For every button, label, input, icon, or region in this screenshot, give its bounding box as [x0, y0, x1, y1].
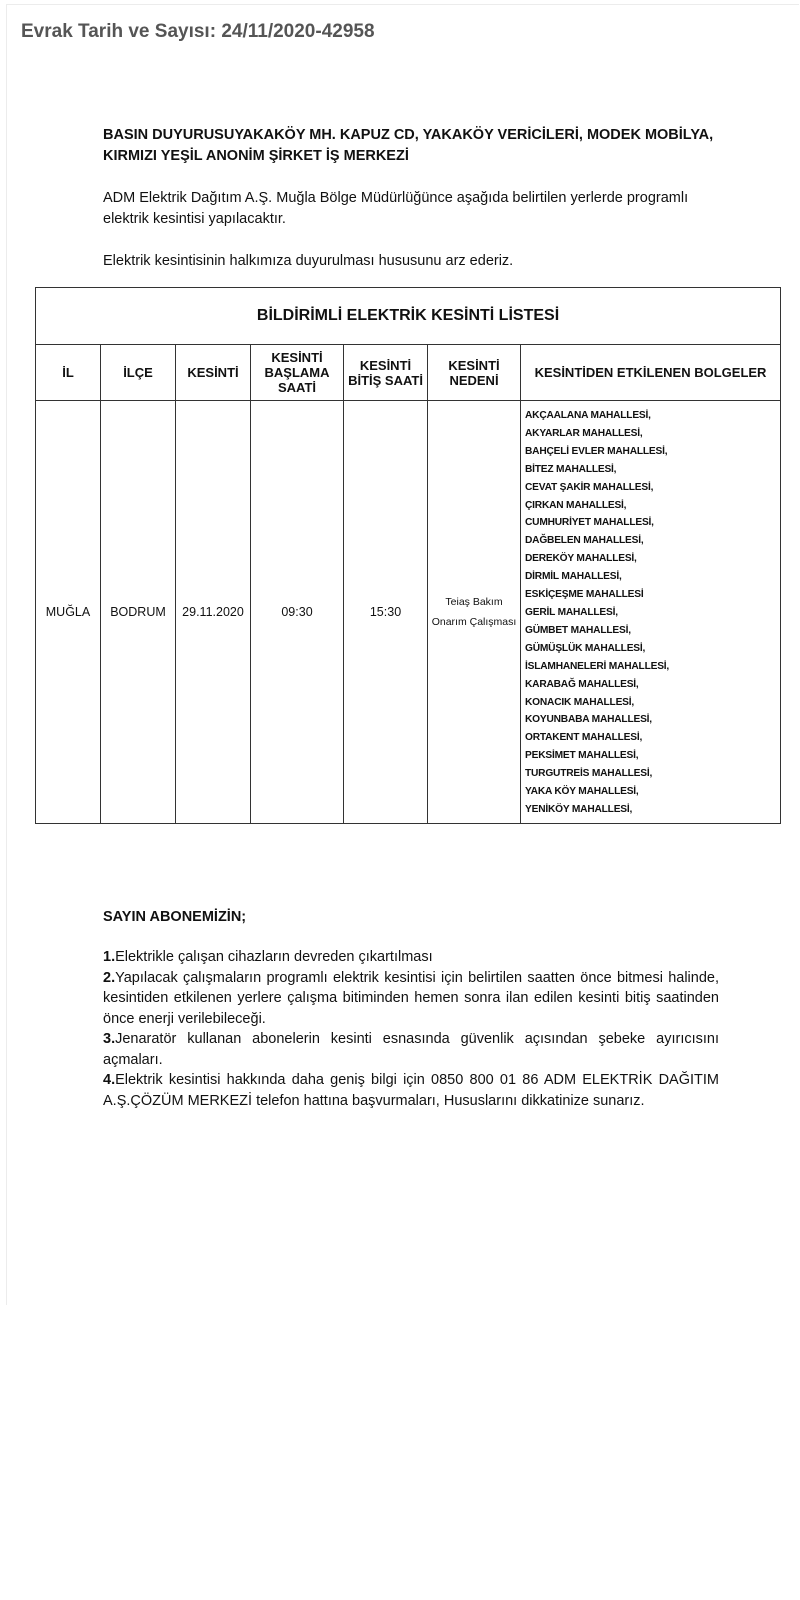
notice-text: Elektrikle çalışan cihazların devreden çıkartılması [115, 949, 433, 965]
announcement-title: BASIN DUYURUSUYAKAKÖY MH. KAPUZ CD, YAKAKÖY VERİCİLERİ, MODEK MOBİLYA, KIRMIZI YEŞİL ANONİM ŞİRKET İŞ MERKEZİ [103, 127, 714, 164]
notice-text: Elektrik kesintisi hakkında daha geniş bilgi için 0850 800 01 86 ADM ELEKTRİK DAĞITIM A.Ş.ÇÖZÜM MERKEZİ telefon hattına başvurmaları, Hususlarını dikkatinize sunarız. [103, 1072, 719, 1109]
announcement-paragraph-1: ADM Elektrik Dağıtım A.Ş. Muğla Bölge Müdürlüğünce aşağıda belirtilen yerlerde programlı elektrik kesintisi yapılacaktır. [103, 190, 689, 227]
notice-item [103, 1029, 719, 1070]
region-item: CEVAT ŞAKİR MAHALLESİ, [525, 481, 654, 493]
cell-baslama: 09:30 [251, 401, 344, 824]
document-page [6, 4, 799, 1305]
notice-list [103, 947, 719, 1111]
notice-text: Yapılacak çalışmaların programlı elektrik kesintisi için belirtilen saatten önce bitmesi halinde, kesintiden etkilenen yerlere çalışma bitiminden hemen sonra ilan edilen kesinti bitiş saatinden önce enerji verilebileceği. [103, 969, 719, 1027]
region-item: GÜMÜŞLÜK MAHALLESİ, [525, 642, 646, 654]
notice-title: SAYIN ABONEMİZİN; [103, 909, 247, 925]
cell-il: MUĞLA [36, 401, 101, 824]
notice-number: 3. [103, 1031, 116, 1047]
region-item: AKÇAALANA MAHALLESİ, [525, 410, 651, 421]
region-item: GÜMBET MAHALLESİ, [525, 624, 631, 636]
region-item: KARABAĞ MAHALLESİ, [525, 678, 639, 690]
region-item: GERİL MAHALLESİ, [525, 606, 618, 618]
region-item: BİTEZ MAHALLESİ, [525, 463, 617, 475]
outage-table [35, 287, 781, 824]
document-reference: Evrak Tarih ve Sayısı: 24/11/2020-42958 [21, 21, 375, 42]
header-baslama: KESİNTİ BAŞLAMA SAATİ [251, 345, 344, 401]
region-item: KOYUNBABA MAHALLESİ, [525, 714, 652, 726]
header-kesinti: KESİNTİ [176, 345, 251, 401]
region-item: ORTAKENT MAHALLESİ, [525, 732, 643, 744]
region-item: AKYARLAR MAHALLESİ, [525, 427, 643, 439]
notice-item [103, 1070, 719, 1111]
cell-regions [521, 401, 781, 824]
header-ilce: İLÇE [101, 345, 176, 401]
cell-neden: Teiaş Bakım Onarım Çalışması [428, 401, 521, 824]
table-header-row [36, 345, 781, 401]
notice-number: 4. [103, 1072, 116, 1088]
table-title: BİLDİRİMLİ ELEKTRİK KESİNTİ LİSTESİ [36, 288, 781, 345]
notice-item [103, 968, 719, 1030]
header-bitis: KESİNTİ BİTİŞ SAATİ [344, 345, 428, 401]
region-item: ESKİÇEŞME MAHALLESİ [525, 589, 644, 601]
announcement-paragraph-2: Elektrik kesintisinin halkımıza duyurulması hususunu arz ederiz. [103, 253, 514, 269]
region-item: PEKSİMET MAHALLESİ, [525, 750, 639, 762]
region-item: İSLAMHANELERİ MAHALLESİ, [525, 660, 670, 672]
header-neden: KESİNTİ NEDENİ [428, 345, 521, 401]
region-item: KONACIK MAHALLESİ, [525, 696, 635, 708]
header-il: İL [36, 345, 101, 401]
notice-number: 1. [103, 949, 116, 965]
cell-bitis: 15:30 [344, 401, 428, 824]
region-item: YENİKÖY MAHALLESİ, [525, 803, 633, 815]
notice-item [103, 947, 719, 968]
region-item: TURGUTREİS MAHALLESİ, [525, 768, 653, 780]
cell-ilce: BODRUM [101, 401, 176, 824]
region-item: BAHÇELİ EVLER MAHALLESİ, [525, 445, 668, 457]
region-item: DİRMİL MAHALLESİ, [525, 571, 622, 583]
region-item: ÇIRKAN MAHALLESİ, [525, 499, 627, 511]
header-bolgeler: KESİNTİDEN ETKİLENEN BOLGELER [521, 345, 781, 401]
notice-number: 2. [103, 969, 116, 986]
notice-text: Jenaratör kullanan abonelerin kesinti esnasında güvenlik açısından şebeke ayırıcısını açmaları. [103, 1031, 719, 1068]
region-item: YAKA KÖY MAHALLESİ, [525, 786, 639, 798]
table-row [36, 401, 781, 824]
region-item: DEREKÖY MAHALLESİ, [525, 553, 637, 565]
region-item: DAĞBELEN MAHALLESİ, [525, 535, 644, 547]
region-item: CUMHURİYET MAHALLESİ, [525, 517, 654, 529]
region-list [525, 407, 780, 819]
cell-kesinti: 29.11.2020 [176, 401, 251, 824]
